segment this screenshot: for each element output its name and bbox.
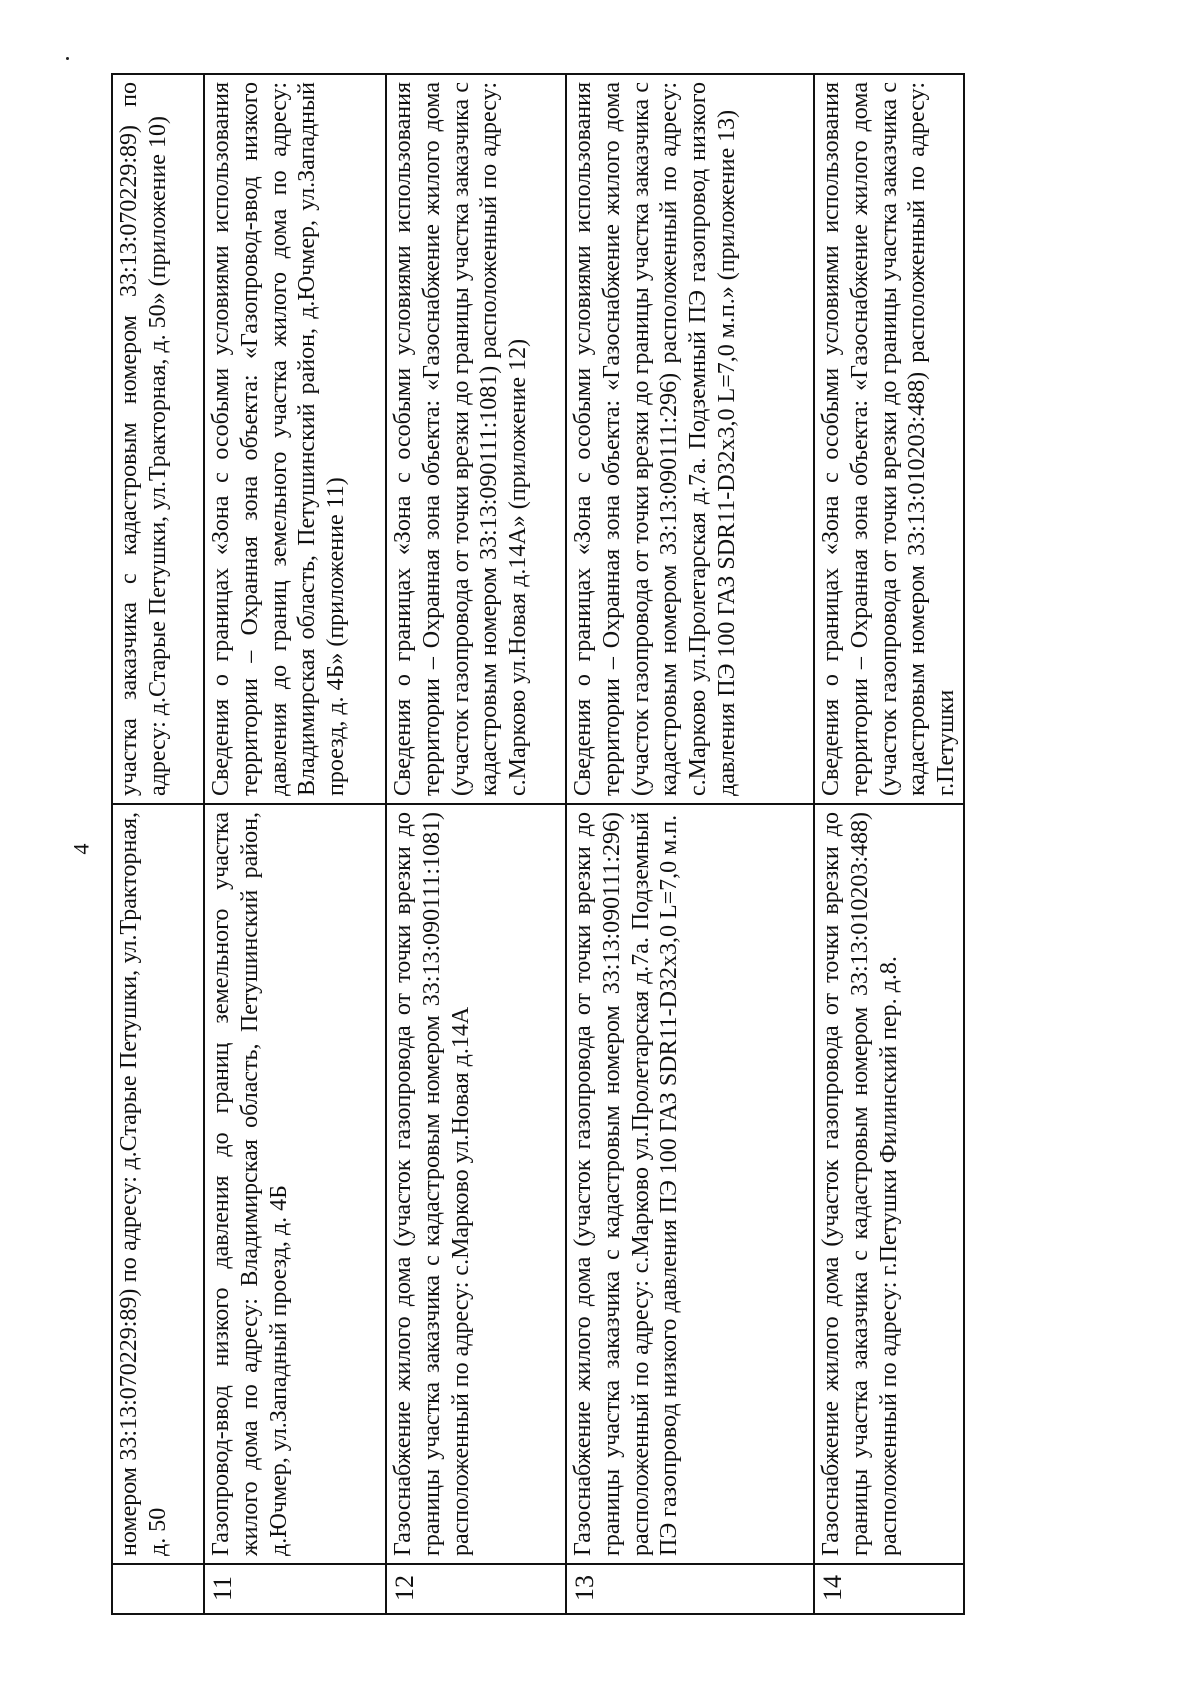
zone-info: Сведения о границах «Зона с особыми условиями использования территории – Охранная зона объекта: «Газоснабжение жилого дома (участок газопровода от точки врезки до границы участка заказчика с кадастровым номером 33:13:090111:296) расположенный по адресу: с.Марково ул.Пролетарская д.7а. Подземный ПЭ газопровод низкого давления ПЭ 100 ГАЗ SDR11-D32x3,0 L=7,0 м.п.» (приложение 13) [566,74,814,804]
table-row [204,74,386,1614]
row-number: 11 [204,1564,386,1614]
object-description: Газоснабжение жилого дома (участок газопровода от точки врезки до границы участка заказчика с кадастровым номером 33:13:010203:488) расположенный по адресу: г.Петушки Филинский пер. д.8. [814,804,964,1564]
table-row [566,74,814,1614]
zone-info: Сведения о границах «Зона с особыми условиями использования территории – Охранная зона объекта: «Газопровод-ввод низкого давления до границ земельного участка жилого дома по адресу: Владимирская область, Петушинский район, д.Ючмер, ул.Западный проезд, д. 4Б» (приложение 11) [204,74,386,804]
table-row [814,74,964,1614]
rotated-table-wrapper [111,75,960,1615]
zone-info: Сведения о границах «Зона с особыми условиями использования территории – Охранная зона объекта: «Газоснабжение жилого дома (участок газопровода от точки врезки до границы участка заказчика с кадастровым номером 33:13:090111:1081) расположенный по адресу: с.Марково ул.Новая д.14А» (приложение 12) [386,74,566,804]
object-description: номером 33:13:070229:89) по адресу: д.Старые Петушки, ул.Тракторная, д. 50 [112,804,204,1564]
row-number [112,1564,204,1614]
object-description: Газопровод-ввод низкого давления до границ земельного участка жилого дома по адресу: Владимирская область, Петушинский район, д.Ючмер, ул.Западный проезд, д. 4Б [204,804,386,1564]
object-description: Газоснабжение жилого дома (участок газопровода от точки врезки до границы участка заказчика с кадастровым номером 33:13:090111:296) расположенный по адресу: с.Марково ул.Пролетарская д.7а. Подземный ПЭ газопровод низкого давления ПЭ 100 ГАЗ SDR11-D32x3,0 L=7,0 м.п. [566,804,814,1564]
row-number: 13 [566,1564,814,1614]
table-row [386,74,566,1614]
zone-info: Сведения о границах «Зона с особыми условиями использования территории – Охранная зона объекта: «Газоснабжение жилого дома (участок газопровода от точки врезки до границы участка заказчика с кадастровым номером 33:13:010203:488) расположенный по адресу: г.Петушки [814,74,964,804]
table-row [112,74,204,1614]
scan-speck [66,57,69,60]
object-description: Газоснабжение жилого дома (участок газопровода от точки врезки до границы участка заказчика с кадастровым номером 33:13:090111:1081) расположенный по адресу: с.Марково ул.Новая д.14А [386,804,566,1564]
row-number: 12 [386,1564,566,1614]
zone-info: участка заказчика с кадастровым номером 33:13:070229:89) по адресу: д.Старые Петушки, ул.Тракторная, д. 50» (приложение 10) [112,74,204,804]
page-number: 4 [68,843,94,855]
row-number: 14 [814,1564,964,1614]
registry-table [111,73,965,1615]
